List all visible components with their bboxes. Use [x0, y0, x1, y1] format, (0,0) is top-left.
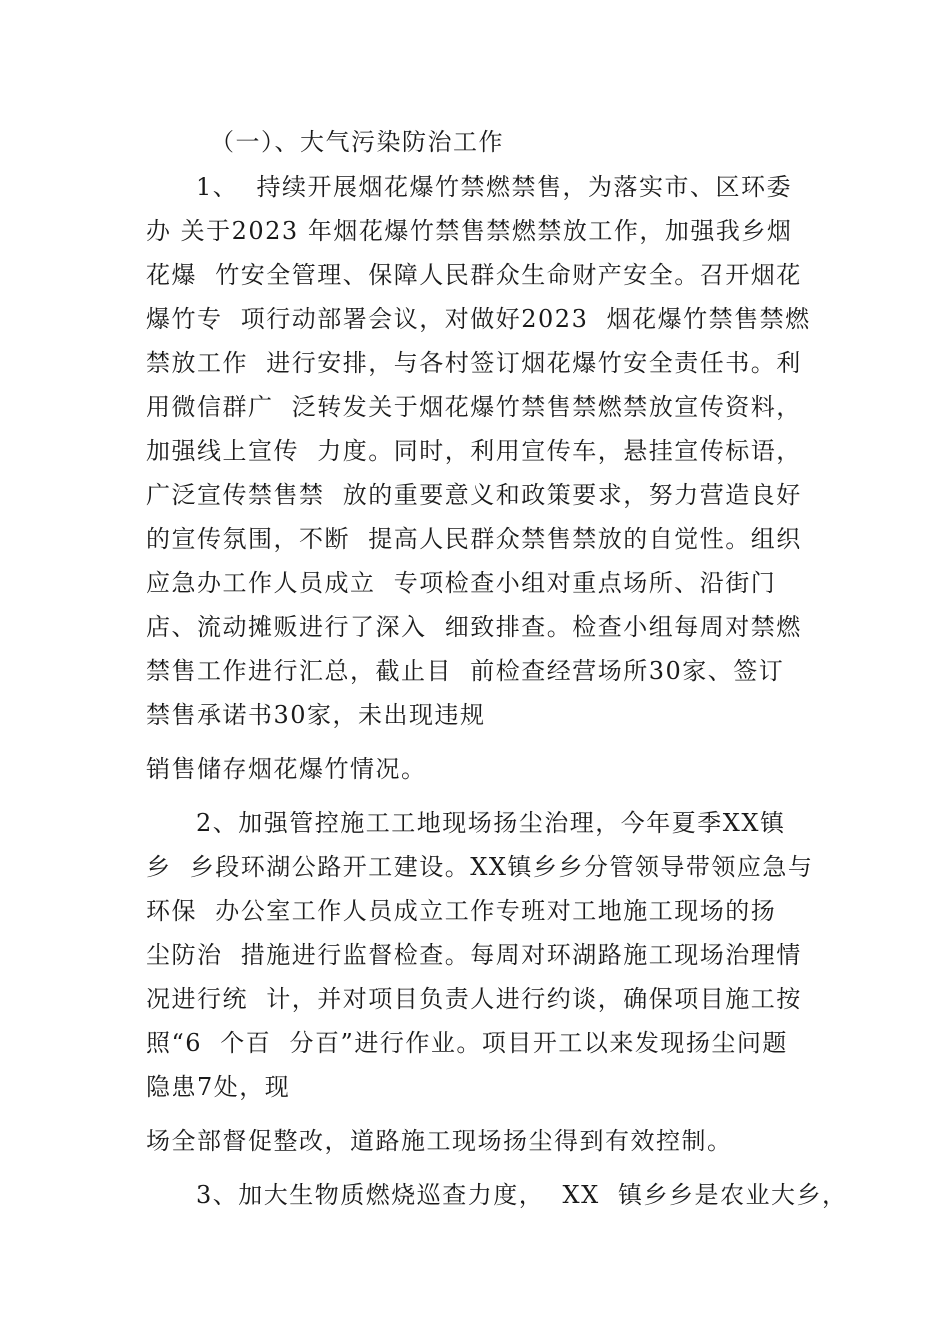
paragraph-line: 乡 乡段环湖公路开工建设。XX镇乡乡分管领导带领应急与 — [146, 853, 814, 881]
paragraph-line: 禁放工作 进行安排，与各村签订烟花爆竹安全责任书。利 — [146, 349, 802, 377]
paragraph-line: 环保 办公室工作人员成立工作专班对工地施工现场的扬 — [146, 897, 777, 925]
paragraph-line: 爆竹专 项行动部署会议，对做好2023 烟花爆竹禁售禁燃 — [146, 305, 811, 333]
paragraph-line: 店、流动摊贩进行了深入 细致排查。检查小组每周对禁燃 — [146, 613, 802, 641]
paragraph-line: 加强线上宣传 力度。同时，利用宣传车，悬挂宣传标语， — [146, 437, 802, 465]
paragraph-line: 销售储存烟花爆竹情况。 — [146, 755, 427, 783]
paragraph-line: 场全部督促整改，道路施工现场扬尘得到有效控制。 — [146, 1127, 733, 1155]
paragraph-line: 2、加强管控施工工地现场扬尘治理，今年夏季XX镇 — [196, 809, 786, 837]
paragraph-line: 3、加大生物质燃烧巡查力度， XX 镇乡乡是农业大乡， — [196, 1181, 848, 1209]
paragraph-line: 办 关于2023 年烟花爆竹禁售禁燃禁放工作，加强我乡烟 — [146, 217, 793, 245]
paragraph-line: 禁售工作进行汇总，截止目 前检查经营场所30家、签订 — [146, 657, 785, 685]
paragraph-line: 的宣传氛围，不断 提高人民群众禁售禁放的自觉性。组织 — [146, 525, 802, 553]
section-heading: （一）、大气污染防治工作 — [210, 128, 504, 156]
paragraph-line: 禁售承诺书30家，未出现违规 — [146, 701, 486, 729]
paragraph-line: 况进行统 计，并对项目负责人进行约谈，确保项目施工按 — [146, 985, 802, 1013]
paragraph-line: 花爆 竹安全管理、保障人民群众生命财产安全。召开烟花 — [146, 261, 802, 289]
paragraph-line: 用微信群广 泛转发关于烟花爆竹禁售禁燃禁放宣传资料， — [146, 393, 802, 421]
paragraph-line: 照“6 个百 分百”进行作业。项目开工以来发现扬尘问题 — [146, 1029, 788, 1057]
paragraph-line: 广泛宣传禁售禁 放的重要意义和政策要求，努力营造良好 — [146, 481, 802, 509]
paragraph-line: 尘防治 措施进行监督检查。每周对环湖路施工现场治理情 — [146, 941, 802, 969]
paragraph-line: 应急办工作人员成立 专项检查小组对重点场所、沿街门 — [146, 569, 777, 597]
paragraph-line: 1、 持续开展烟花爆竹禁燃禁售，为落实市、区环委 — [196, 173, 793, 201]
paragraph-line: 隐患7处，现 — [146, 1073, 291, 1101]
